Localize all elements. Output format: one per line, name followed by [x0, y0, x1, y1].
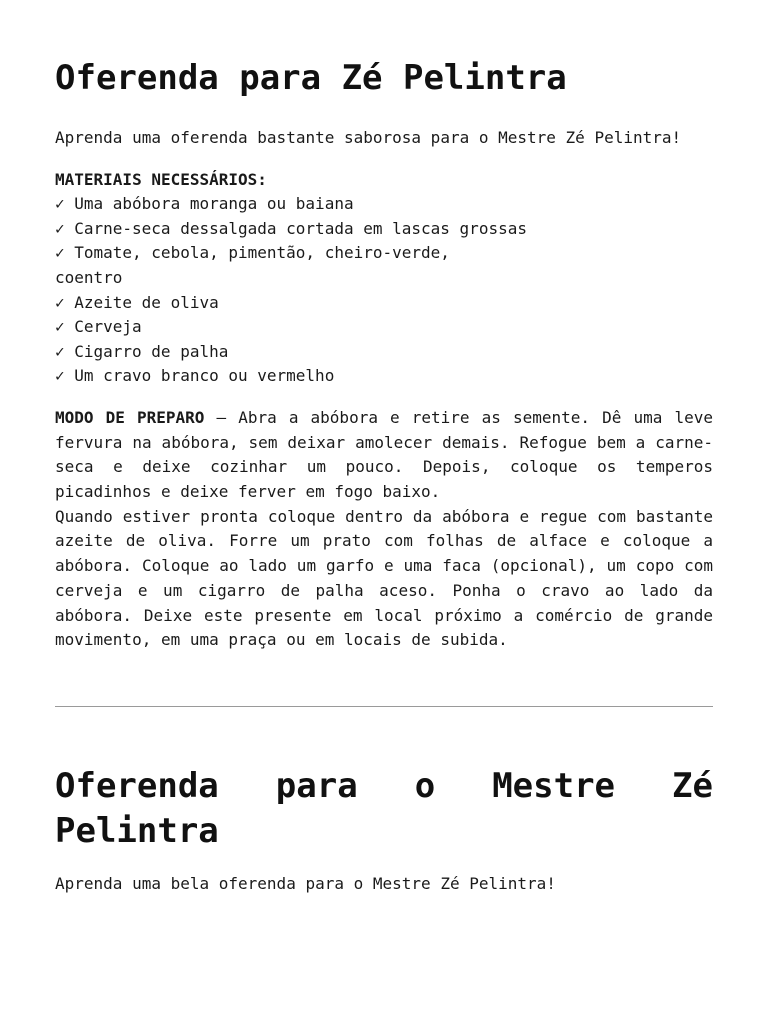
list-item: [55, 364, 713, 389]
list-item: [55, 291, 713, 316]
list-item-continuation: [55, 266, 713, 291]
material-text: Carne-seca dessalgada cortada em lascas grossas: [74, 218, 527, 238]
check-icon: ✓: [55, 218, 65, 238]
materials-section: [55, 168, 713, 389]
list-item: [55, 315, 713, 340]
check-icon: ✓: [55, 366, 65, 386]
article-divider: [55, 706, 713, 707]
list-item: [55, 241, 713, 266]
list-item: [55, 340, 713, 365]
material-text: Azeite de oliva: [74, 292, 219, 312]
article-intro: Aprenda uma bela oferenda para o Mestre Zé Pelintra!: [55, 873, 556, 893]
article-intro: Aprenda uma oferenda bastante saborosa para o Mestre Zé Pelintra!: [55, 128, 682, 147]
check-icon: ✓: [55, 341, 65, 361]
preparation-paragraph: Quando estiver pronta coloque dentro da abóbora e regue com bastante azeite de oliva. Forre um prato com folhas de alface e coloque a abóbora. Coloque ao lado um garfo e uma faca (opcional), um copo com cerveja e um cigarro de palha aceso. Ponha o cravo ao lado da abóbora. Deixe este presente em local próximo a comércio de grande movimento, em uma praça ou em locais de subida.: [55, 506, 713, 650]
preparation-paragraph: [55, 406, 713, 505]
check-icon: ✓: [55, 243, 65, 263]
material-text: coentro: [55, 267, 123, 287]
preparation-text: – Abra a abóbora e retire as semente. Dê uma leve fervura na abóbora, sem deixar amolecer demais. Refogue bem a carne-seca e deixe cozinhar um pouco. Depois, coloque os temperos picadinhos e deixe ferver em fogo baixo.: [55, 407, 714, 502]
list-item: [55, 192, 713, 217]
check-icon: ✓: [55, 194, 65, 214]
materials-heading: MATERIAIS NECESSÁRIOS:: [55, 169, 267, 189]
check-icon: ✓: [55, 292, 65, 312]
article-mestre-ze-pelintra: [55, 764, 713, 897]
preparation-label: MODO DE PREPARO: [55, 407, 205, 427]
material-text: Tomate, cebola, pimentão, cheiro-verde,: [74, 243, 450, 263]
article-title: Oferenda para Zé Pelintra: [55, 58, 567, 98]
material-text: Cigarro de palha: [74, 341, 229, 361]
material-text: Uma abóbora moranga ou baiana: [74, 194, 354, 214]
check-icon: ✓: [55, 317, 65, 337]
article-ze-pelintra: [55, 0, 713, 653]
material-text: Um cravo branco ou vermelho: [74, 366, 335, 386]
materials-list: [55, 192, 713, 389]
preparation-section: [55, 406, 713, 653]
article-title: Oferenda para o Mestre Zé Pelintra: [55, 765, 713, 851]
list-item: [55, 217, 713, 242]
material-text: Cerveja: [74, 317, 142, 337]
